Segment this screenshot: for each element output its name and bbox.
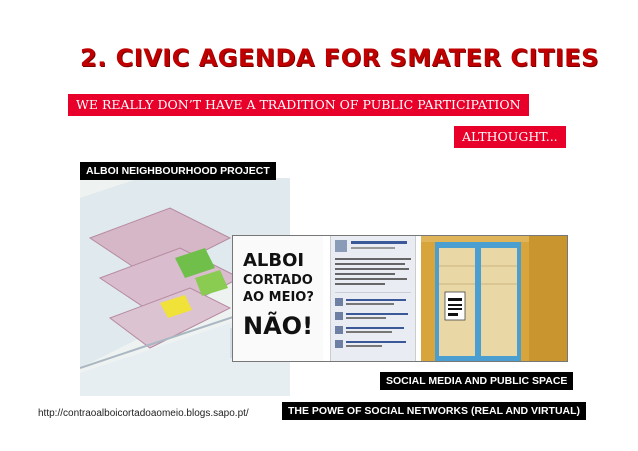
poster-line-4: NÃO! — [243, 312, 314, 340]
building-window-photo — [421, 236, 567, 361]
social-networks-label: THE POWE OF SOCIAL NETWORKS (REAL AND VIRTUAL) — [282, 402, 586, 420]
poster-line-2: CORTADO — [243, 273, 313, 288]
although-banner: ALTHOUGHT... — [454, 126, 566, 148]
tradition-banner: WE REALLY DON’T HAVE A TRADITION OF PUBLIC PARTICIPATION — [68, 94, 529, 116]
poster-line-3: AO MEIO? — [243, 290, 314, 305]
blog-url[interactable]: http://contraoalboicortadoaomeio.blogs.sapo.pt/ — [38, 408, 249, 419]
poster-line-1: ALBOI — [243, 250, 305, 271]
alboi-project-label: ALBOI NEIGHBOURHOOD PROJECT — [80, 162, 276, 180]
facebook-feed-screenshot — [330, 236, 416, 361]
social-media-collage — [232, 235, 568, 362]
slide-title: 2. CIVIC AGENDA FOR SMATER CITIES — [80, 44, 599, 72]
protest-poster — [233, 236, 323, 361]
social-media-label: SOCIAL MEDIA AND PUBLIC SPACE — [380, 372, 573, 390]
